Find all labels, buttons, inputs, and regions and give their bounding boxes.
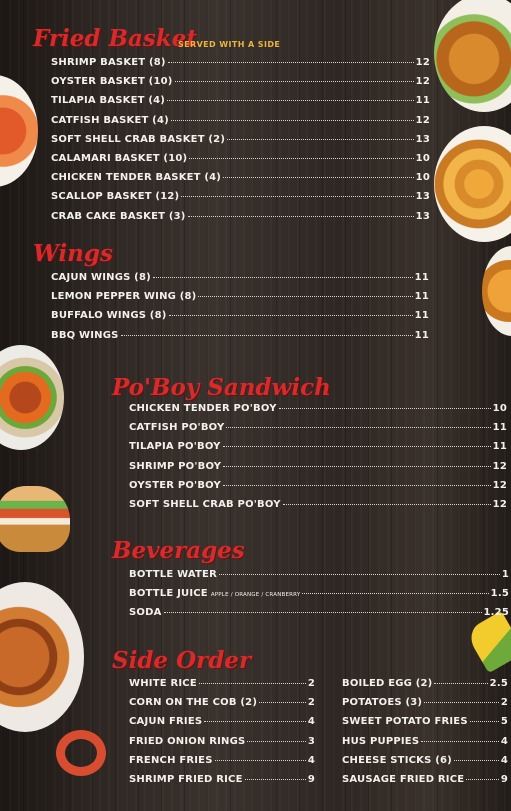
item-name: SOFT SHELL CRAB BASKET (2) [51,133,226,145]
item-price: 12 [415,76,430,88]
item-price: 4 [500,735,508,747]
item-name: SOFT SHELL CRAB PO'BOY [129,498,281,510]
fried-fish-plate-image [434,0,511,112]
item-name: CALAMARI BASKET (10) [51,152,188,164]
dot-leader [245,779,306,780]
menu-item-bottle-water [129,569,509,588]
item-price: 10 [415,172,430,184]
fried-balls-plate-image [482,246,511,336]
sweet-potato-fries-image [0,582,84,732]
menu-item-boiled-egg-2 [342,678,508,697]
item-name: CHICKEN TENDER PO'BOY [129,403,277,414]
item-price: 10 [415,152,430,164]
item-price: 11 [415,95,430,107]
menu-item-cheese-sticks-6 [342,755,508,774]
menu-item-shrimp-po-boy [129,461,507,480]
poboy-list [129,403,507,518]
onion-rings-plate-image [434,126,511,242]
menu-item-oyster-po-boy [129,480,507,499]
menu-item-shrimp-fried-rice [129,774,315,793]
item-name: CRAB CAKE BASKET (3) [51,210,186,222]
menu-item-white-rice [129,678,315,697]
fried-basket-heading: Fried Basket [33,25,197,52]
item-price: 4 [307,716,315,728]
dot-leader [470,721,499,722]
menu-item-potatoes-3 [342,697,508,716]
dot-leader [454,760,499,761]
dot-leader [171,120,414,121]
item-price: 12 [492,479,507,491]
item-name: FRENCH FRIES [129,754,213,766]
item-name: LEMON PEPPER WING (8) [51,291,197,303]
wings-list [51,272,429,349]
item-price: 2.5 [489,678,508,689]
item-name: BOILED EGG (2) [342,678,433,689]
menu-item-shrimp-basket-8 [51,57,430,76]
item-name: OYSTER BASKET (10) [51,76,173,88]
dot-leader [167,100,414,101]
item-price: 11 [492,422,507,434]
dot-leader [279,408,491,409]
menu-item-cajun-fries [129,716,315,735]
dot-leader [223,446,491,447]
item-name: HUS PUPPIES [342,735,420,747]
wings-heading: Wings [33,240,113,267]
item-note: APPLE / ORANGE / CRANBERRY [210,592,301,599]
dot-leader [198,296,412,297]
item-name: CHEESE STICKS (6) [342,754,452,766]
dot-leader [121,335,413,336]
item-name: BUFFALO WINGS (8) [51,310,167,322]
item-name: WHITE RICE [129,678,197,689]
item-price: 12 [492,460,507,472]
item-name: CATFISH PO'BOY [129,422,225,434]
chicken-wings-platter-image [0,345,64,450]
item-name: SHRIMP BASKET (8) [51,57,166,68]
fried-basket-list [51,57,430,230]
item-price: 4 [307,754,315,766]
poboy-sandwich-image [0,486,70,552]
dot-leader [204,721,306,722]
dot-leader [181,196,413,197]
menu-item-catfish-po-boy [129,422,507,441]
item-name: SCALLOP BASKET (12) [51,191,180,203]
dot-leader [168,62,414,63]
item-name: BOTTLE WATER [129,569,217,580]
dot-leader [223,177,414,178]
menu-item-catfish-basket-4 [51,115,430,134]
item-price: 13 [415,133,430,145]
dot-leader [226,427,490,428]
item-name: OYSTER PO'BOY [129,479,221,491]
item-price: 2 [307,678,315,689]
item-price: 12 [415,114,430,126]
side-order-heading: Side Order [112,647,252,674]
item-name: CATFISH BASKET (4) [51,114,169,126]
poboy-heading: Po'Boy Sandwich [112,374,331,401]
menu-item-bottle-juice [129,588,509,607]
item-price: 10 [492,403,507,414]
item-price: 11 [414,310,429,322]
menu-item-hus-puppies [342,736,508,755]
item-name: TILAPIA PO'BOY [129,441,221,453]
beverages-list [129,569,509,627]
item-price: 4 [500,754,508,766]
item-name: CAJUN WINGS (8) [51,272,151,283]
item-price: 1 [501,569,509,580]
item-price: 1.5 [490,588,509,600]
item-price: 13 [415,191,430,203]
menu-item-corn-on-the-cob-2 [129,697,315,716]
menu-item-tilapia-po-boy [129,441,507,460]
item-name: SODA [129,607,162,619]
item-price: 1.25 [483,607,509,619]
item-price: 11 [492,441,507,453]
dot-leader [164,612,482,613]
item-price: 12 [415,57,430,68]
menu-item-lemon-pepper-wing-8 [51,291,429,310]
item-name: TILAPIA BASKET (4) [51,95,166,107]
menu-item-soft-shell-crab-basket-2 [51,134,430,153]
menu-item-calamari-basket-10 [51,153,430,172]
dot-leader [247,741,305,742]
dot-leader [199,683,306,684]
menu-item-oyster-basket-10 [51,76,430,95]
item-name: FRIED ONION RINGS [129,735,246,747]
item-price: 12 [492,498,507,510]
dot-leader [283,504,491,505]
side-order-list-right [342,678,508,793]
dot-leader [169,315,413,316]
menu-item-cajun-wings-8 [51,272,429,291]
item-name: SAUSAGE FRIED RICE [342,773,465,785]
menu-item-fried-onion-rings [129,736,315,755]
menu-item-chicken-tender-po-boy [129,403,507,422]
menu-item-soda [129,607,509,626]
item-name: SHRIMP FRIED RICE [129,773,243,785]
menu-item-sausage-fried-rice [342,774,508,793]
dot-leader [189,158,413,159]
dot-leader [175,81,414,82]
dot-leader [466,779,499,780]
menu-item-tilapia-basket-4 [51,95,430,114]
item-price: 11 [414,329,429,341]
item-price: 9 [307,773,315,785]
item-name: BOTTLE JUICE [129,588,208,600]
dot-leader [153,277,413,278]
menu-item-soft-shell-crab-po-boy [129,499,507,518]
dot-leader [421,741,499,742]
menu-item-buffalo-wings-8 [51,310,429,329]
item-price: 3 [307,735,315,747]
item-name: BBQ WINGS [51,329,119,341]
dot-leader [424,702,499,703]
menu-item-crab-cake-basket-3 [51,211,430,230]
menu-item-scallop-basket-12 [51,191,430,210]
dot-leader [259,702,306,703]
dot-leader [302,593,488,594]
item-price: 2 [500,697,508,709]
dot-leader [223,466,490,467]
item-name: CHICKEN TENDER BASKET (4) [51,172,222,184]
sausage-image [56,730,106,776]
menu-item-bbq-wings [51,330,429,349]
item-name: SHRIMP PO'BOY [129,460,222,472]
item-price: 11 [414,291,429,303]
item-price: 2 [307,697,315,709]
item-price: 11 [414,272,429,283]
item-price: 13 [415,210,430,222]
item-name: CAJUN FRIES [129,716,203,728]
item-price: 9 [500,773,508,785]
dot-leader [227,139,414,140]
menu-item-french-fries [129,755,315,774]
item-name: POTATOES (3) [342,697,423,709]
dot-leader [188,216,414,217]
dot-leader [434,683,487,684]
item-name: CORN ON THE COB (2) [129,697,258,709]
shrimp-bowl-image [0,75,38,187]
dot-leader [223,485,491,486]
item-price: 5 [500,716,508,728]
beverages-heading: Beverages [112,537,245,564]
item-name: SWEET POTATO FRIES [342,716,468,728]
dot-leader [219,574,500,575]
side-order-list-left [129,678,315,793]
menu-item-chicken-tender-basket-4 [51,172,430,191]
menu-item-sweet-potato-fries [342,716,508,735]
served-with-side-note: SERVED WITH A SIDE [178,40,281,49]
dot-leader [215,760,306,761]
